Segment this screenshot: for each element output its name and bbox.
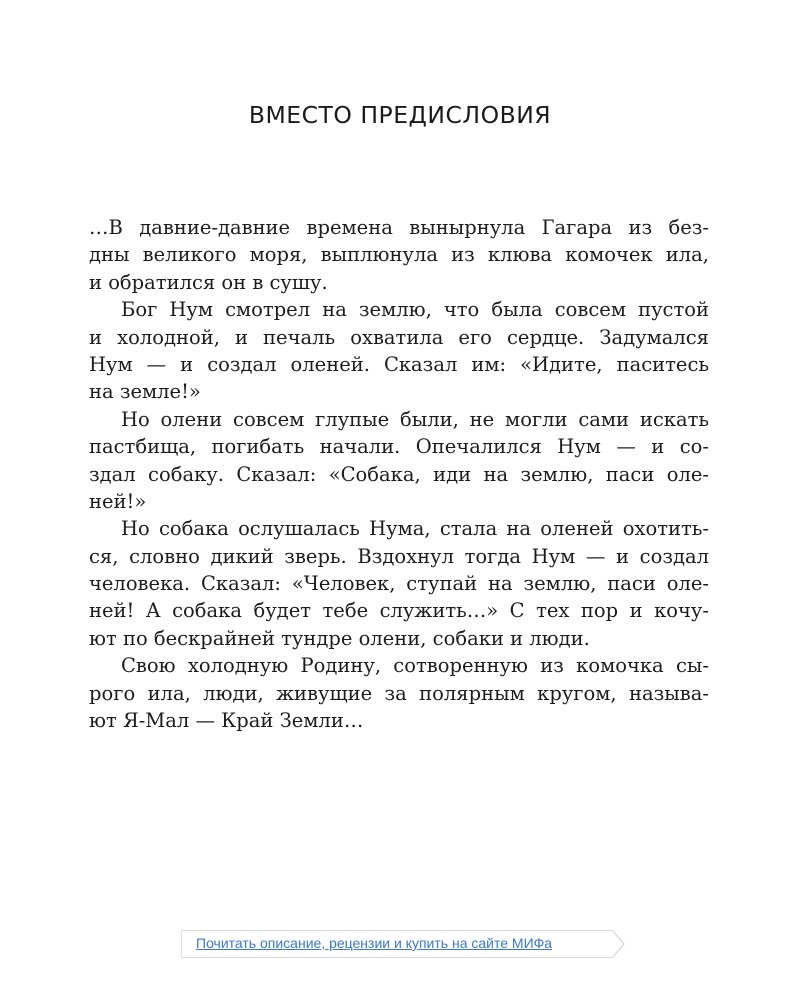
text-line: здал собаку. Сказал: «Собака, иди на землю, паси оле- xyxy=(89,462,709,486)
text-line: и обратился он в сушу. xyxy=(89,270,328,294)
text-line: пастбища, погибать начали. Опечалился Нум — и со- xyxy=(89,435,709,459)
text-line: Но олени совсем глупые были, не могли сами искать xyxy=(121,407,709,431)
text-line: Нум — и создал оленей. Сказал им: «Идите, паситесь xyxy=(89,352,709,376)
text-line: человека. Сказал: «Человек, ступай на землю, паси оле- xyxy=(89,572,709,596)
text-line: ся, словно дикий зверь. Вздохнул тогда Нум — и создал xyxy=(89,544,709,568)
chevron-right-icon xyxy=(613,930,625,958)
chapter-title: ВМЕСТО ПРЕДИСЛОВИЯ xyxy=(248,101,552,129)
text-line: и холодной, и печаль охватила его сердце. Задумался xyxy=(89,325,709,349)
text-line: на земле!» xyxy=(89,380,201,404)
text-line: Бог Нум смотрел на землю, что была совсем пустой xyxy=(121,298,709,322)
store-link-banner[interactable] xyxy=(181,930,613,958)
body-text xyxy=(89,214,709,734)
text-line: ют Я-Мал — Край Земли… xyxy=(89,709,364,733)
text-line: ют по бескрайней тундре олени, собаки и люди. xyxy=(89,626,590,650)
text-line: рого ила, люди, живущие за полярным кругом, называ- xyxy=(89,681,709,705)
text-line: …В давние-давние времена вынырнула Гагара из без- xyxy=(89,216,709,239)
text-line: дны великого моря, выплюнула из клюва комочек ила, xyxy=(89,243,709,267)
text-line: Но собака ослушалась Нума, стала на оленей охотить- xyxy=(121,517,709,541)
text-line: Свою холодную Родину, сотворенную из комочка сы- xyxy=(121,654,709,678)
text-line: ней! А собака будет тебе служить…» С тех пор и кочу- xyxy=(89,599,709,623)
store-link[interactable]: Почитать описание, рецензии и купить на сайте МИФа xyxy=(196,935,553,951)
text-line: ней!» xyxy=(89,489,147,513)
